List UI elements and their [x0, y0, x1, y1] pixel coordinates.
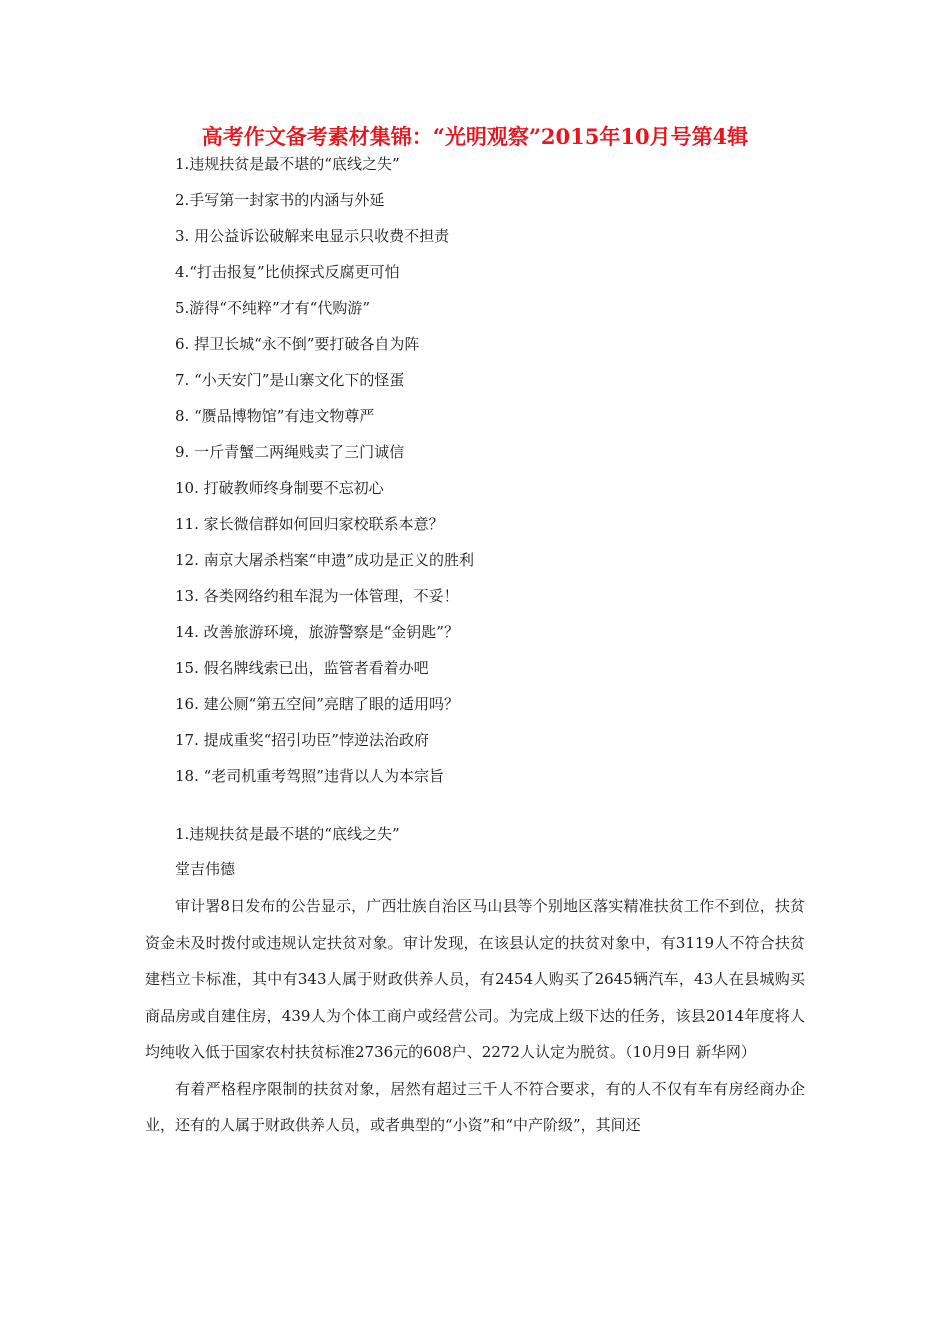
article-author: 堂吉伟德: [175, 860, 236, 878]
toc-item: 18. “老司机重考驾照”违背以人为本宗旨: [175, 767, 444, 785]
toc-item: 11. 家长微信群如何回归家校联系本意？: [175, 515, 444, 533]
toc-item: 12. 南京大屠杀档案“申遗”成功是正义的胜利: [175, 551, 474, 569]
toc-item: 17. 提成重奖“招引功臣”悖逆法治政府: [175, 731, 429, 749]
article-body: [145, 816, 805, 1144]
toc-item: 10. 打破教师终身制要不忘初心: [175, 479, 384, 497]
toc-item: 7. “小天安门”是山寨文化下的怪蛋: [175, 371, 405, 389]
article-heading: 1.违规扶贫是最不堪的“底线之失”: [175, 825, 400, 843]
toc-item: 14. 改善旅游环境，旅游警察是“金钥匙”？: [175, 623, 459, 641]
toc-item: 4.“打击报复”比侦探式反腐更可怕: [175, 263, 400, 281]
toc-item: 15. 假名牌线索已出，监管者看着办吧: [175, 659, 429, 677]
toc-item: 5.游得“不纯粹”才有“代购游”: [175, 299, 370, 317]
toc-item: 8. “赝品博物馆”有违文物尊严: [175, 407, 375, 425]
toc-item: 1.违规扶贫是最不堪的“底线之失”: [175, 155, 400, 173]
toc-item: 16. 建公厕“第五空间”亮瞎了眼的适用吗？: [175, 695, 459, 713]
toc-item: 6. 捍卫长城“永不倒”要打破各自为阵: [175, 335, 420, 353]
document-title: 高考作文备考素材集锦：“光明观察”2015年10月号第4辑: [201, 124, 749, 149]
toc-item: 13. 各类网络约租车混为一体管理，不妥！: [175, 587, 459, 605]
toc-item: 3. 用公益诉讼破解来电显示只收费不担责: [175, 227, 450, 245]
toc-item: 9. 一斤青蟹二两绳贱卖了三门诚信: [175, 443, 405, 461]
article-paragraph: 审计署8日发布的公告显示，广西壮族自治区马山县等个别地区落实精准扶贫工作不到位，扶贫资金未及时拨付或违规认定扶贫对象。审计发现，在该县认定的扶贫对象中，有3119人不符合扶贫建档立卡标准，其中有343人属于财政供养人员，有2454人购买了2645辆汽车，43人在县城购买商品房或自建住房，439人为个体工商户或经营公司。为完成上级下达的任务，该县2014年度将人均纯收入低于国家农村扶贫标准2736元的608户、2272人认定为脱贫。（10月9日 新华网）: [145, 897, 805, 1061]
article-paragraph: 有着严格程序限制的扶贫对象，居然有超过三千人不符合要求，有的人不仅有车有房经商办企业，还有的人属于财政供养人员，或者典型的“小资”和“中产阶级”，其间还: [145, 1079, 805, 1134]
toc-item: 2.手写第一封家书的内涵与外延: [175, 191, 385, 209]
table-of-contents: [175, 146, 815, 794]
